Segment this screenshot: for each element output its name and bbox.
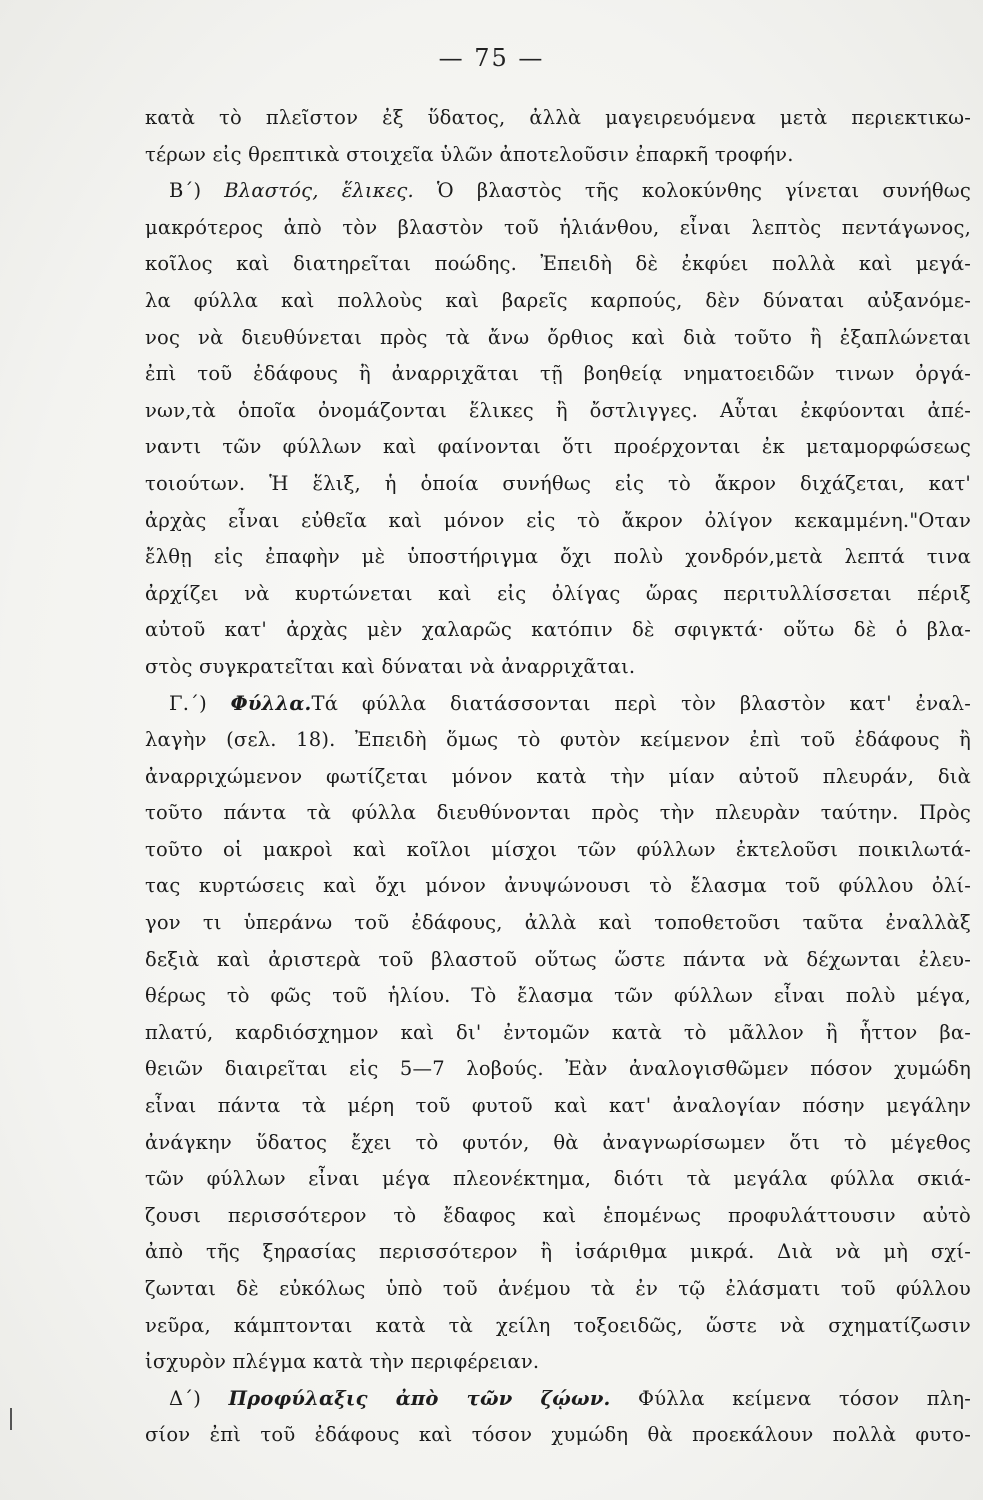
text-line: ἔλθῃ εἰς ἐπαφὴν μὲ ὑποστήριγμα ὄχι πολὺ χονδρόν,μετὰ λεπτά τινα bbox=[145, 545, 971, 569]
section-heading: Φύλλα. bbox=[230, 691, 312, 715]
section-heading: Βλαστός, ἕλικες. bbox=[224, 179, 414, 203]
text-line: λα φύλλα καὶ πολλοὺς καὶ βαρεῖς καρπούς, δὲν δύναται αὐξανόμε- bbox=[145, 288, 971, 312]
text-line: δεξιὰ καὶ ἀριστερὰ τοῦ βλαστοῦ οὕτως ὥστε πάντα νὰ δέχωνται ἐλευ- bbox=[145, 947, 971, 971]
text-line: νος νὰ διευθύνεται πρὸς τὰ ἄνω ὄρθιος καὶ διὰ τοῦτο ἢ ἐξαπλώνεται bbox=[145, 325, 971, 349]
text-line: ναντι τῶν φύλλων καὶ φαίνονται ὅτι προέρχονται ἐκ μεταμορφώσεως bbox=[145, 435, 971, 459]
text-line: νεῦρα, κάμπτονται κατὰ τὰ χείλη τοξοειδῶς, ὥστε νὰ σχηματίζωσιν bbox=[145, 1313, 971, 1337]
section-heading: Προφύλαξις ἀπὸ τῶν ζῴων. bbox=[228, 1386, 611, 1410]
section-text: Τά φύλλα διατάσσονται περὶ τὸν βλαστὸν κατ' ἐναλ- bbox=[311, 691, 971, 715]
margin-mark bbox=[10, 1408, 12, 1430]
text-line: ζουσι περισσότερον τὸ ἔδαφος καὶ ἑπομένως προφυλάττουσιν αὐτὸ bbox=[145, 1203, 971, 1227]
text-line: θειῶν διαιρεῖται εἰς 5—7 λοβούς. Ἐὰν ἀναλογισθῶμεν πόσον χυμώδη bbox=[145, 1057, 971, 1081]
section-text: Φύλλα κείμενα τόσον πλη- bbox=[610, 1386, 971, 1410]
text-line: ἀπὸ τῆς ξηρασίας περισσότερον ἢ ἰσάριθμα μικρά. Διὰ νὰ μὴ σχί- bbox=[145, 1240, 971, 1264]
section-marker: Β΄) bbox=[169, 179, 225, 203]
text-line: τοῦτο πάντα τὰ φύλλα διευθύνονται πρὸς τὴν πλευρὰν ταύτην. Πρὸς bbox=[145, 801, 971, 825]
text-line: πλατύ, καρδιόσχημον καὶ δι' ἐντομῶν κατὰ τὸ μᾶλλον ἢ ἧττον βα- bbox=[145, 1020, 971, 1044]
text-line: κατὰ τὸ πλεῖστον ἐξ ὕδατος, ἀλλὰ μαγειρευόμενα μετὰ περιεκτικω- bbox=[145, 106, 971, 129]
text-line bbox=[145, 686, 971, 723]
text-line: ἐπὶ τοῦ ἐδάφους ἢ ἀναρριχᾶται τῇ βοηθείᾳ νηματοειδῶν τινων ὀργά- bbox=[145, 362, 971, 386]
text-line bbox=[145, 1381, 971, 1418]
text-line: τοῦτο οἱ μακροὶ καὶ κοῖλοι μίσχοι τῶν φύλλων ἐκτελοῦσι ποικιλωτά- bbox=[145, 837, 971, 861]
text-line: σίον ἐπὶ τοῦ ἐδάφους καὶ τόσον χυμώδη θὰ προεκάλουν πολλὰ φυτο- bbox=[145, 1423, 971, 1447]
text-line: τοιούτων. Ἡ ἕλιξ, ἡ ὁποία συνήθως εἰς τὸ ἄκρον διχάζεται, κατ' bbox=[145, 471, 971, 495]
text-line: ἰσχυρὸν πλέγμα κατὰ τὴν περιφέρειαν. bbox=[145, 1350, 540, 1374]
text-line: μακρότερος ἀπὸ τὸν βλαστὸν τοῦ ἡλιάνθου, εἶναι λεπτὸς πεντάγωνος, bbox=[145, 215, 971, 239]
section-text: Ὁ βλαστὸς τῆς κολοκύνθης γίνεται συνήθως bbox=[413, 179, 971, 203]
body-text bbox=[145, 100, 971, 1454]
text-line: ζωνται δὲ εὐκόλως ὑπὸ τοῦ ἀνέμου τὰ ἐν τῷ ἐλάσματι τοῦ φύλλου bbox=[145, 1277, 971, 1300]
section-marker: Δ΄) bbox=[169, 1386, 229, 1410]
text-line: γον τι ὑπεράνω τοῦ ἐδάφους, ἀλλὰ καὶ τοποθετοῦσι ταῦτα ἐναλλὰξ bbox=[145, 911, 971, 935]
text-line: ἀρχὰς εἶναι εὐθεῖα καὶ μόνον εἰς τὸ ἄκρον ὀλίγον κεκαμμένη."Οταν bbox=[145, 508, 971, 532]
text-line: τέρων εἰς θρεπτικὰ στοιχεῖα ὑλῶν ἀποτελοῦσιν ἐπαρκῆ τροφήν. bbox=[145, 142, 794, 166]
text-line: εἶναι πάντα τὰ μέρη τοῦ φυτοῦ καὶ κατ' ἀναλογίαν πόσην μεγάλην bbox=[145, 1094, 971, 1118]
text-line: θέρως τὸ φῶς τοῦ ἡλίου. Τὸ ἔλασμα τῶν φύλλων εἶναι πολὺ μέγα, bbox=[145, 984, 971, 1008]
text-line: ἀρχίζει νὰ κυρτώνεται καὶ εἰς ὀλίγας ὥρας περιτυλλίσσεται πέριξ bbox=[145, 581, 971, 605]
text-line: κοῖλος καὶ διατηρεῖται ποώδης. Ἐπειδὴ δὲ ἐκφύει πολλὰ καὶ μεγά- bbox=[145, 252, 971, 276]
text-line: στὸς συγκρατεῖται καὶ δύναται νὰ ἀναρριχᾶται. bbox=[145, 654, 636, 678]
text-line: νων,τὰ ὁποῖα ὀνομάζονται ἕλικες ἢ ὄστλιγγες. Αὗται ἐκφύονται ἀπέ- bbox=[145, 398, 971, 422]
section-marker: Γ.΄) bbox=[169, 691, 231, 715]
text-line: τας κυρτώσεις καὶ ὄχι μόνον ἀνυψώνουσι τὸ ἔλασμα τοῦ φύλλου ὀλί- bbox=[145, 874, 971, 898]
text-line: τῶν φύλλων εἶναι μέγα πλεονέκτημα, διότι τὰ μεγάλα φύλλα σκιά- bbox=[145, 1167, 971, 1191]
text-line: λαγὴν (σελ. 18). Ἐπειδὴ ὅμως τὸ φυτὸν κείμενον ἐπὶ τοῦ ἐδάφους ἢ bbox=[145, 728, 971, 752]
text-line: αὐτοῦ κατ' ἀρχὰς μὲν χαλαρῶς κατόπιν δὲ σφιγκτά· οὕτω δὲ ὁ βλα- bbox=[145, 618, 971, 642]
text-line: ἀνάγκην ὕδατος ἔχει τὸ φυτόν, θὰ ἀναγνωρίσωμεν ὅτι τὸ μέγεθος bbox=[145, 1130, 971, 1154]
page-number: — 75 — bbox=[438, 44, 545, 72]
text-line bbox=[145, 173, 971, 210]
text-line: ἀναρριχώμενον φωτίζεται μόνον κατὰ τὴν μίαν αὐτοῦ πλευράν, διὰ bbox=[145, 764, 971, 788]
